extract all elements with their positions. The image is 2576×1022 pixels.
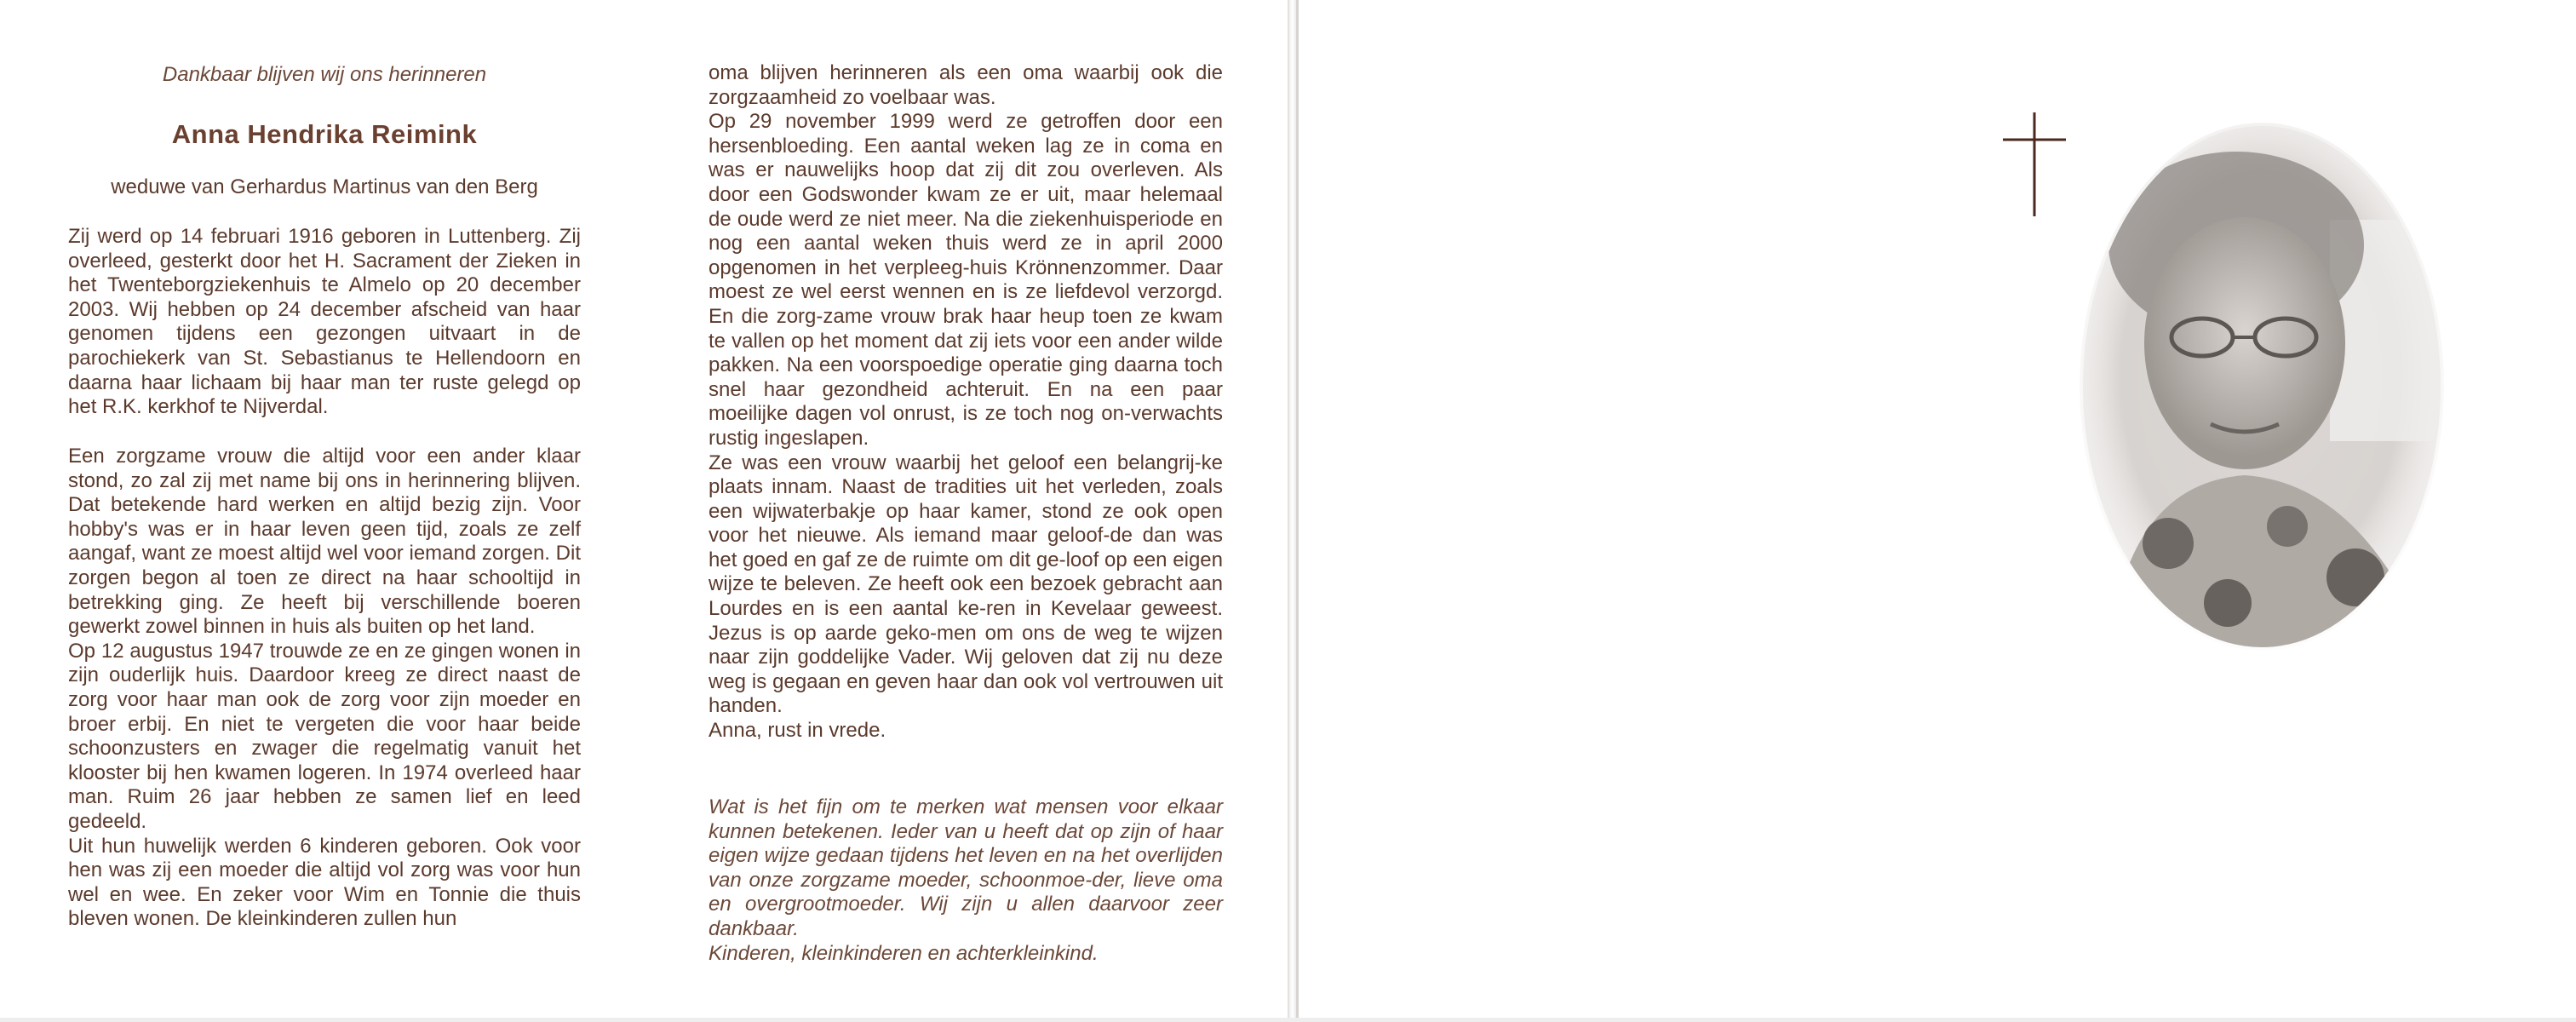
paragraph-faith: Ze was een vrouw waarbij het geloof een belangrij-ke plaats innam. Naast de tradities uit het verleden, zoals een wijwaterbakje op haar kamer, stond ze ook open voor het nieuwe. Als iemand maar geloof-de dan was het goed en gaf ze de ruimte om dit ge-loof op een eigen wijze te beleven. Ze heeft ook een bezoek gebracht aan Lourdes en is een aantal ke-ren in Kevelaar geweest. Jezus is op aarde geko-men om ons de weg te wijzen naar zijn goddelijke Vader. Wij geloven dat zij nu deze weg is gegaan en geven haar dan ook vol vertrouwen uit handen. <box>709 451 1223 718</box>
thanks-paragraph: Wat is het fijn om te merken wat mensen voor elkaar kunnen betekenen. Ieder van u heeft dat op zijn of haar eigen wijze gedaan tijdens het leven en na het overlijden van onze zorgzame moeder, schoonmoe-der, lieve oma en overgrootmoeder. Wij zijn u allen daarvoor zeer dankbaar. <box>709 795 1223 940</box>
latin-cross-icon <box>2003 112 2066 216</box>
portrait-photo <box>2074 118 2449 656</box>
widow-of-line: weduwe van Gerhardus Martinus van den Berg <box>111 175 538 198</box>
closing-line: Anna, rust in vrede. <box>709 719 886 743</box>
biography-block-1 <box>68 225 581 420</box>
biography-block-2 <box>68 445 581 932</box>
deceased-name: Anna Hendrika Reimink <box>171 119 478 149</box>
card-header: Dankbaar blijven wij ons herinneren <box>162 63 487 86</box>
paragraph-caring-woman: Een zorgzame vrouw die altijd voor een ander klaar stond, zo zal zij met name bij ons in herinnering blijven. Dat betekende hard werken en altijd bezig zijn. Voor hobby's was er in haar leven geen tijd, zoals ze zelf aangaf, want ze moest altijd wel voor iemand zorgen. Dit zorgen begon al toen ze direct na haar schooltijd in betrekking ging. Ze heeft bij verschillende boeren gewerkt zowel binnen in huis als buiten op het land. <box>68 445 581 639</box>
scan-edge-bottom <box>0 1018 2576 1022</box>
biography-block-3 <box>709 61 1223 744</box>
paragraph-children: Uit hun huwelijk werden 6 kinderen geboren. Ook voor hen was zij een moeder die altijd vol zorg was voor hun wel en wee. En zeker voor Wim en Tonnie die thuis bleven wonen. De kleinkinderen zullen hun <box>68 834 581 931</box>
signature-line: Kinderen, kleinkinderen en achterkleinkind. <box>709 941 1099 965</box>
paragraph-marriage: Op 12 augustus 1947 trouwde ze en ze gingen wonen in zijn ouderlijk huis. Daardoor kreeg ze direct naast de zorg voor haar man ook de zorg voor zijn moeder en broer erbij. En niet te vergeten die voor haar beide schoonzusters en zwager die regelmatig vanuit het klooster bij hen kwamen logeren. In 1974 overleed haar man. Ruim 26 jaar hebben ze samen lief en leed gedeeld. <box>68 639 581 833</box>
paragraph-birth-death: Zij werd op 14 februari 1916 geboren in Luttenberg. Zij overleed, gesterkt door het H. Sacrament der Zieken in het Twenteborgziekenhuis te Almelo op 20 december 2003. Wij hebben op 24 december afscheid van haar genomen tijdens een gezongen uitvaart in de parochiekerk van St. Sebastianus te Hellendoorn en daarna haar lichaam bij haar man ter ruste gelegd op het R.K. kerkhof te Nijverdal. <box>68 225 581 419</box>
paragraph-illness: Op 29 november 1999 werd ze getroffen door een hersenbloeding. Een aantal weken lag ze in coma en was er nauwelijks hoop dat zij dit zou overleven. Als door een Godswonder kwam ze er uit, maar helemaal de oude werd ze niet meer. Na die ziekenhuisperiode en nog een aantal weken thuis werd ze in april 2000 opgenomen in het verpleeg-huis Krönnenzommer. Daar moest ze wel eerst wennen en is ze liefdevol verzorgd. En die zorg-zame vrouw brak haar heup toen ze kwam te vallen op het moment dat zij iets voor een ander wilde pakken. Na een voorspoedige operatie ging daarna toch snel haar gezondheid achteruit. En na een paar moeilijke dagen vol onrust, is ze toch nog on-verwachts rustig ingeslapen. <box>709 110 1223 450</box>
paragraph-grandchildren: oma blijven herinneren als een oma waarbij ook die zorgzaamheid zo voelbaar was. <box>709 61 1223 109</box>
thanks-block <box>709 795 1223 966</box>
card-fold <box>1289 0 1296 1022</box>
